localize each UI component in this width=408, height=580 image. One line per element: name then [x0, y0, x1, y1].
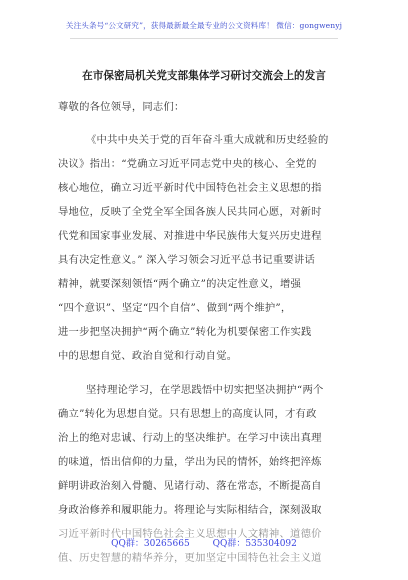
body-line: 核心地位，确立习近平新时代中国特色社会主义思想的指 [58, 182, 322, 194]
body-line: 鲜明讲政治刻入骨髓、见诸行动、落在常态，不断提高自 [58, 480, 322, 492]
body-line: 代党和国家事业发展、对推进中华民族伟大复兴历史进程 [58, 230, 322, 242]
footer-contacts [0, 536, 408, 549]
body-line: 精神，就要深刻领悟“两个确立”的决定性意义，增强 [58, 278, 302, 290]
header-banner: 关注头条号“公文研究”，获得最新最全最专业的公文资料库！ 微信：gongwenyj [65, 21, 343, 30]
body-line: 值、历史智慧的精华养分，更加坚定中国特色社会主义道 [58, 552, 322, 564]
body-line: 具有决定性意义。” 深入学习领会习近平总书记重要讲话 [58, 254, 316, 266]
body-line: 习近平新时代中国特色社会主义思想中人文精神、道德价 [58, 528, 322, 540]
body-line: 中的思想自觉、政治自觉和行动自觉。 [58, 350, 238, 362]
body-line: “四个意识”、坚定“四个自信”、做到“两个维护”， [58, 302, 292, 314]
qq-group-2: QQ群：535304092 [212, 539, 297, 549]
body-line: 身政治修养和履职能力。将理论与实际相结合，深刻汲取 [58, 504, 322, 516]
body-line: 《中共中央关于党的百年奋斗重大成就和历史经验的 [86, 134, 329, 146]
header-divider [70, 38, 338, 39]
body-line: 导地位，反映了全党全军全国各族人民共同心愿，对新时 [58, 206, 322, 218]
document-title: 在市保密局机关党支部集体学习研讨交流会上的发言 [82, 70, 326, 82]
body-line: 确立”转化为思想自觉。只有思想上的高度认同，才有政 [58, 408, 317, 420]
qq-group-1: QQ群：30265665 [111, 539, 190, 549]
body-line: 坚持理论学习，在学思践悟中切实把坚决拥护“两个 [86, 384, 324, 396]
salutation-line: 尊敬的各位领导，同志们： [58, 101, 185, 113]
body-line: 决议》指出：“党确立习近平同志党中央的核心、全党的 [58, 158, 317, 170]
body-line: 的味道，悟出信仰的力量，学出为民的情怀，始终把淬炼 [58, 456, 322, 468]
body-line: 治上的绝对忠诚、行动上的坚决维护。在学习中读出真理 [58, 432, 322, 444]
body-line: 进一步把坚决拥护“两个确立”转化为机要保密工作实践 [58, 326, 312, 338]
